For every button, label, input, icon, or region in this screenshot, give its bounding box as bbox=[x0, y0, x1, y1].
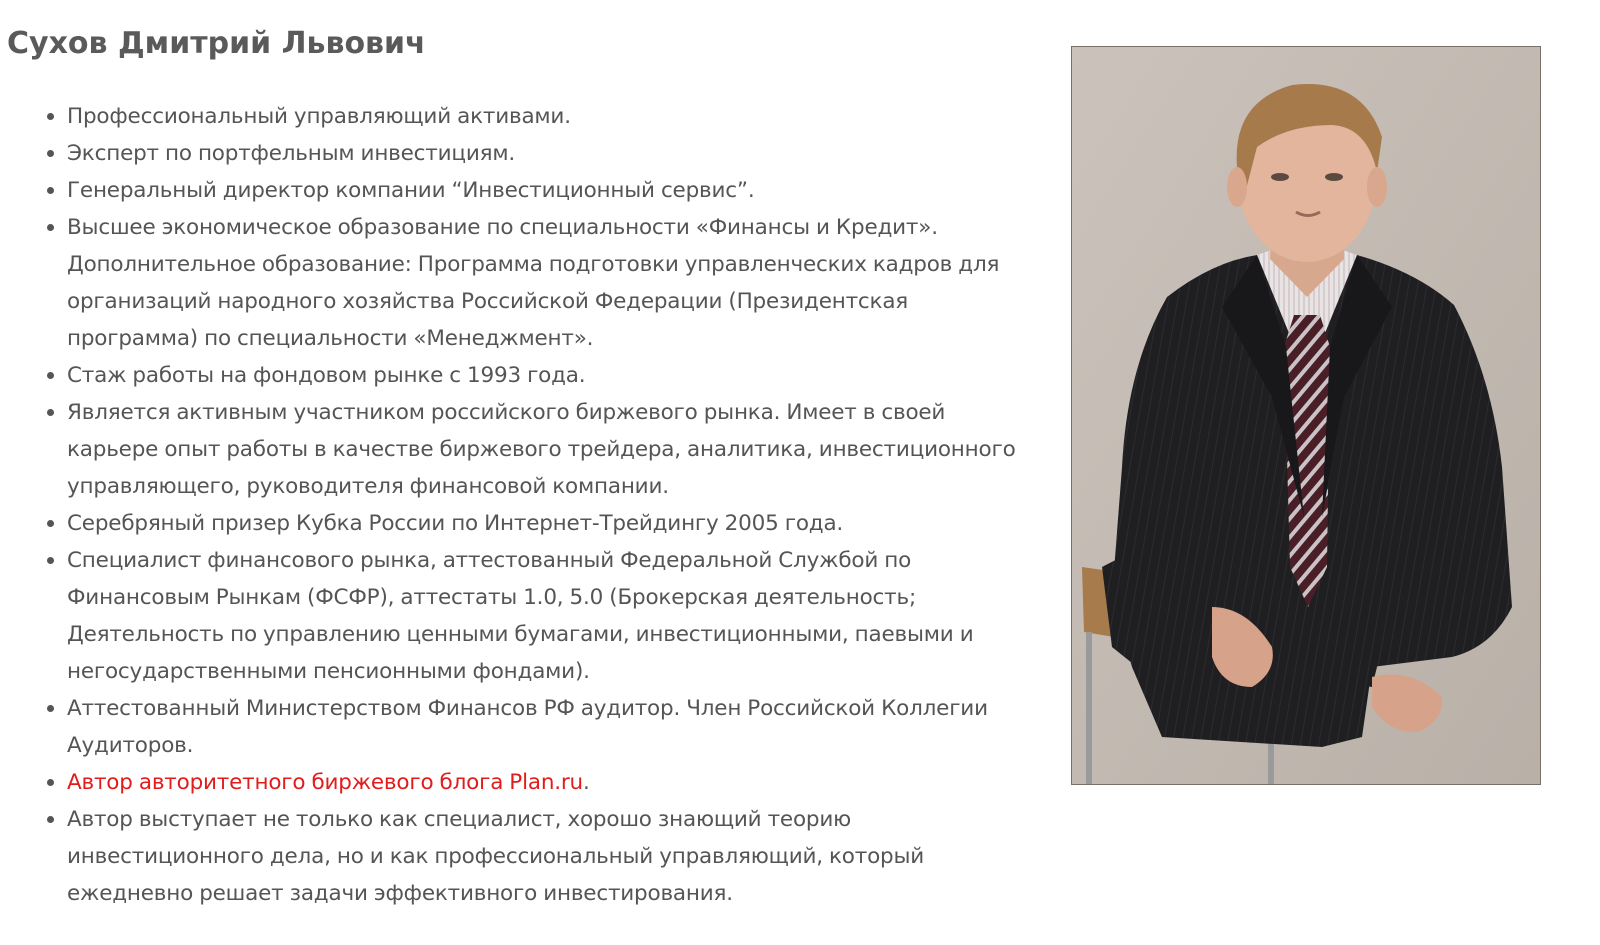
bio-item: Профессиональный управляющий активами. bbox=[67, 98, 1042, 135]
left-ear bbox=[1227, 167, 1247, 207]
bio-item: Аттестованный Министерством Финансов РФ аудитор. Член Российской Коллегии Аудиторов. bbox=[67, 690, 1042, 764]
bio-item: Является активным участником российского биржевого рынка. Имеет в своей карьере опыт работы в качестве биржевого трейдера, аналитика, инвестиционного управляющего, руководителя финансовой компании. bbox=[67, 394, 1042, 505]
bio-item: Серебряный призер Кубка России по Интернет-Трейдингу 2005 года. bbox=[67, 505, 1042, 542]
bio-item: Генеральный директор компании “Инвестиционный сервис”. bbox=[67, 172, 1042, 209]
bio-item: Эксперт по портфельным инвестициям. bbox=[67, 135, 1042, 172]
right-eye bbox=[1325, 173, 1343, 181]
blog-link[interactable]: Автор авторитетного биржевого блога Plan.ru bbox=[67, 770, 583, 795]
bio-item-blog bbox=[67, 764, 1042, 801]
left-eye bbox=[1271, 173, 1289, 181]
bio-list bbox=[67, 98, 1042, 912]
bio-item: Стаж работы на фондовом рынке с 1993 года. bbox=[67, 357, 1042, 394]
bio-item: Автор выступает не только как специалист, хорошо знающий теорию инвестиционного дела, но и как профессиональный управляющий, который ежедневно решает задачи эффективного инвестирования. bbox=[67, 801, 1042, 912]
bio-item: Специалист финансового рынка, аттестованный Федеральной Службой по Финансовым Рынкам (ФСФР), аттестаты 1.0, 5.0 (Брокерская деятельность; Деятельность по управлению ценными бумагами, инвестиционными, паевыми и негосударственными пенсионными фондами). bbox=[67, 542, 1042, 690]
page-title: Сухов Дмитрий Львович bbox=[7, 26, 426, 61]
blog-link-suffix: . bbox=[582, 770, 590, 795]
bio-item: Высшее экономическое образование по специальности «Финансы и Кредит». Дополнительное образование: Программа подготовки управленческих кадров для организаций народного хозяйства Российской Федерации (Президентская программа) по специальности «Менеджмент». bbox=[67, 209, 1042, 357]
portrait-illustration bbox=[1072, 47, 1540, 784]
right-ear bbox=[1367, 167, 1387, 207]
portrait-photo bbox=[1071, 46, 1541, 785]
